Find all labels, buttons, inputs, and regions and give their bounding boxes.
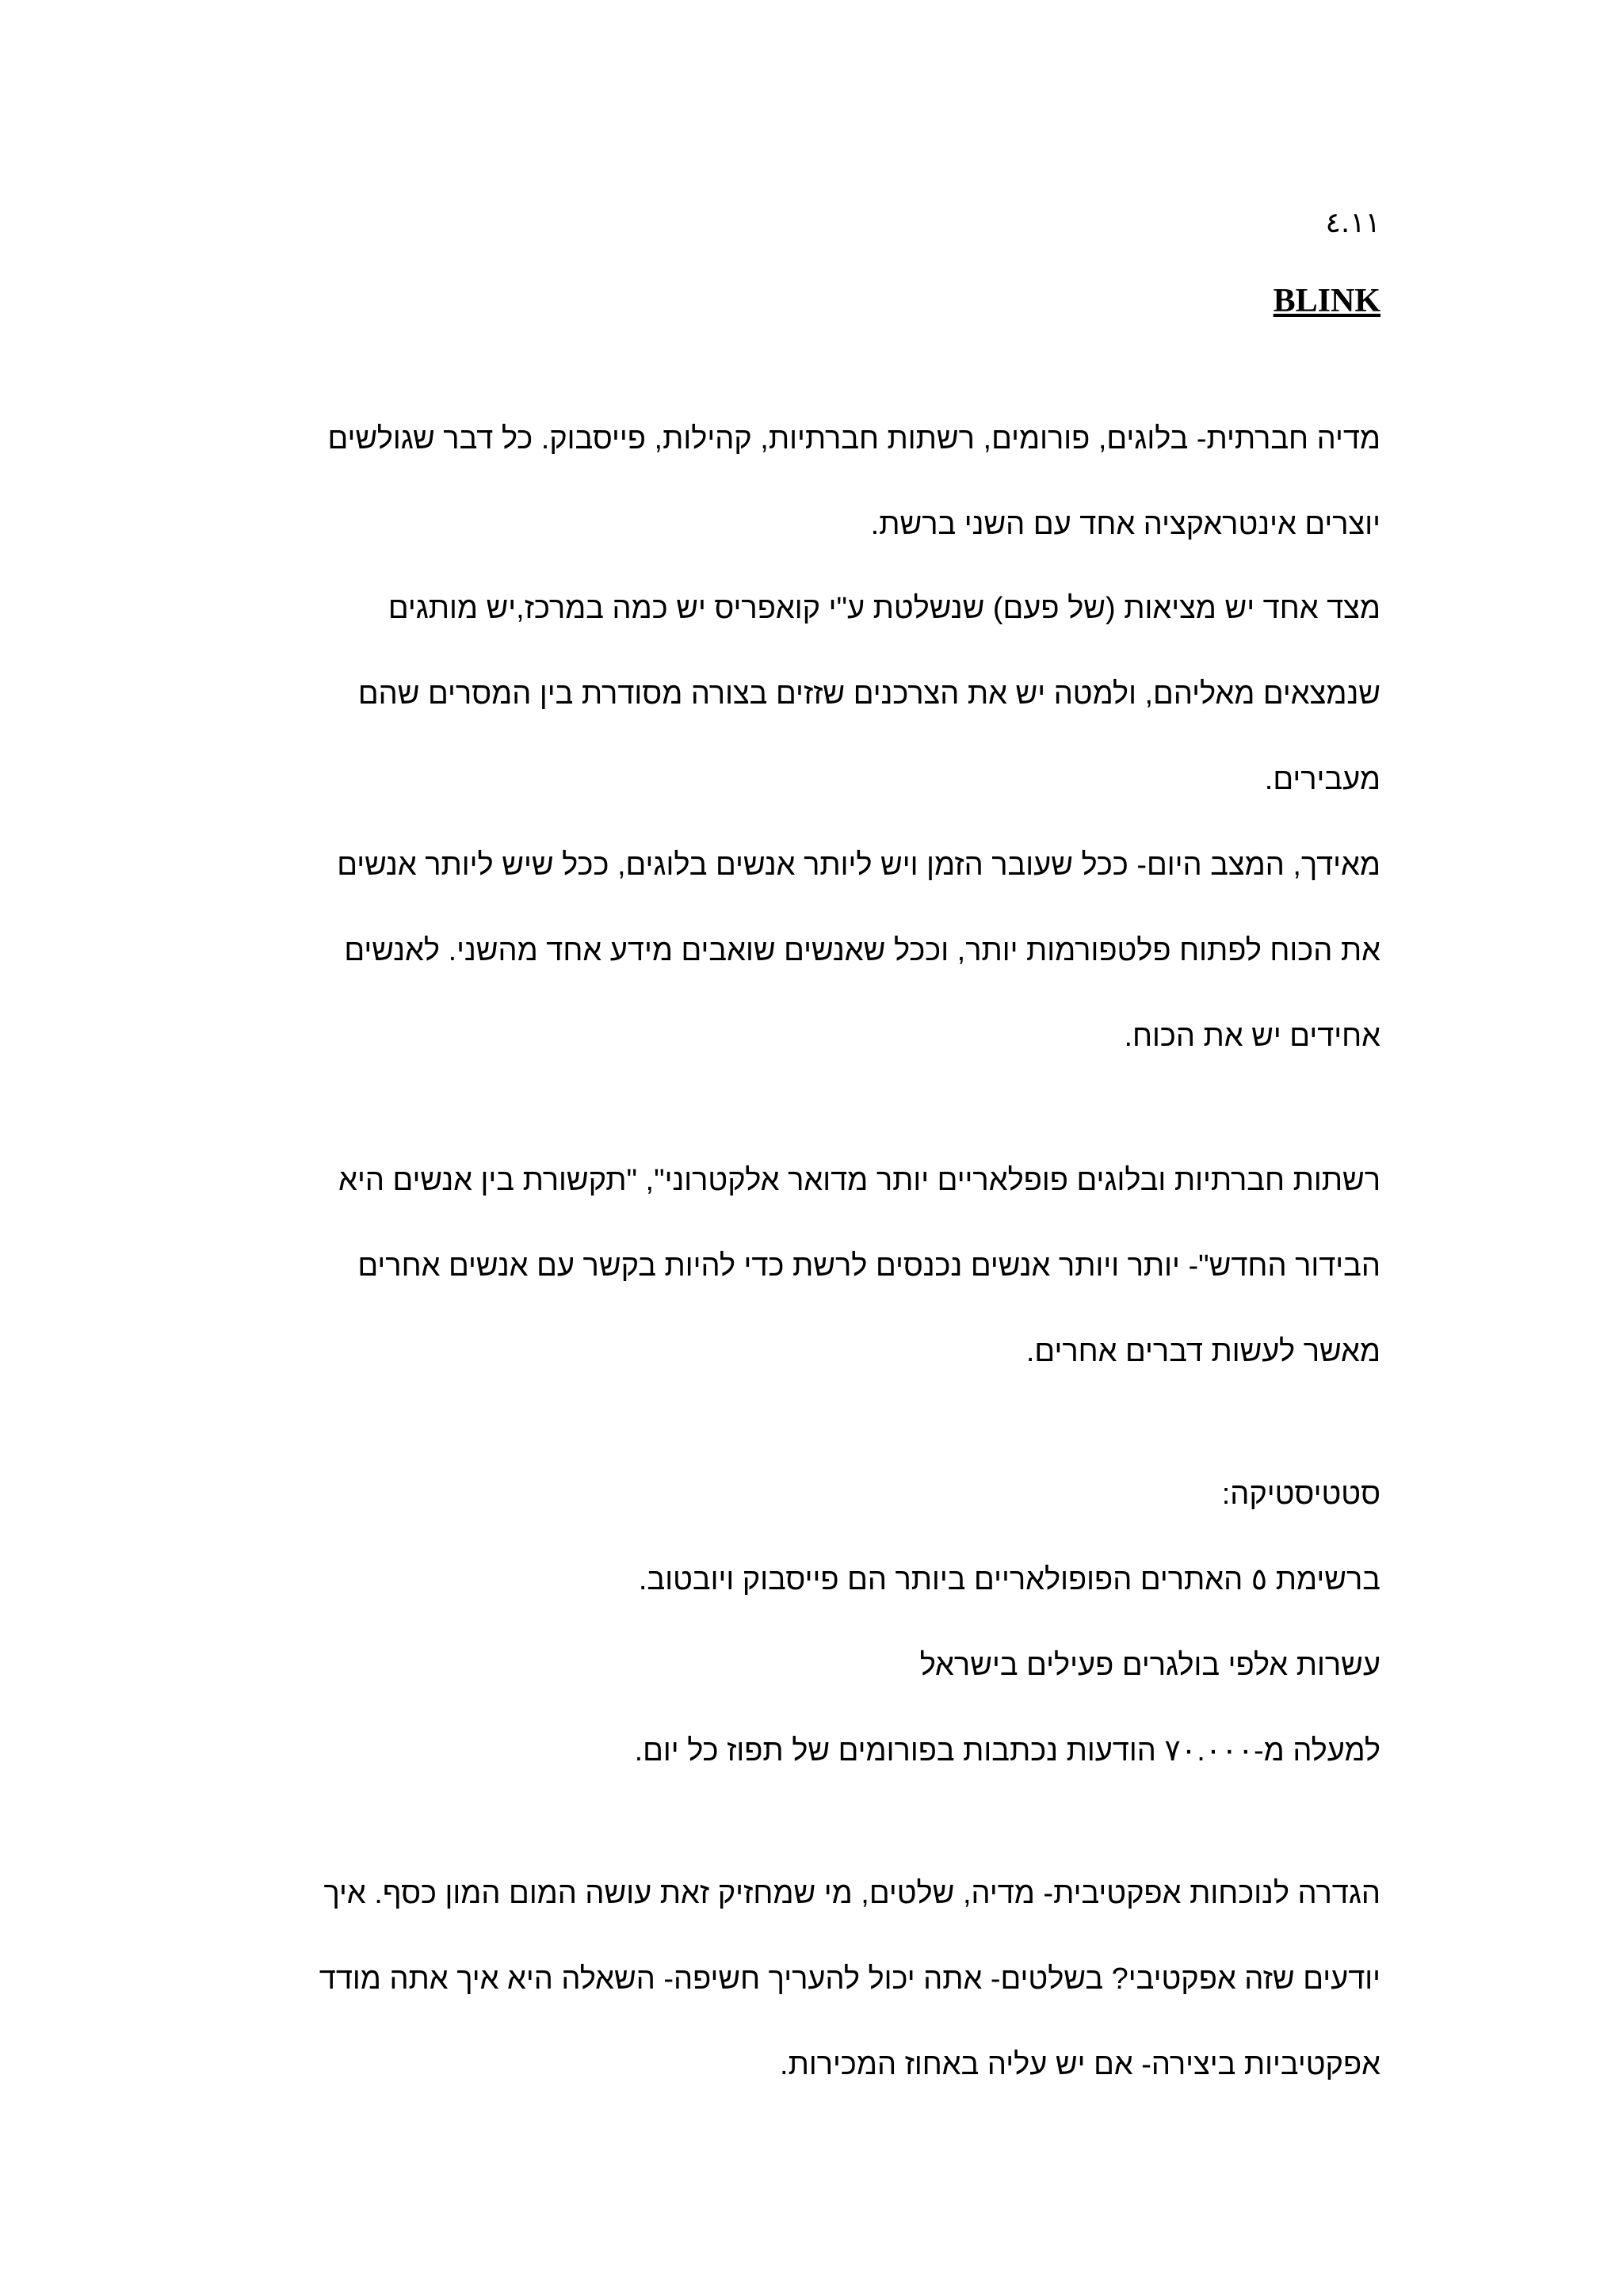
paragraph-line: מאידך, המצב היום- ככל שעובר הזמן ויש ליותר אנשים בלוגים, ככל שיש ליותר אנשים xyxy=(337,849,1381,882)
paragraph-line: מדיה חברתית- בלוגים, פורומים, רשתות חברתיות, קהילות, פייסבוק. כל דבר שגולשים xyxy=(327,422,1381,456)
paragraph-line: הבידור החדש"- יותר ויותר אנשים נכנסים לרשת כדי להיות בקשר עם אנשים אחרים xyxy=(357,1249,1381,1283)
paragraph-line: אפקטיביות ביצירה- אם יש עליה באחוז המכירות. xyxy=(780,2048,1381,2081)
paragraph-line: את הכוח לפתוח פלטפורמות יותר, וככל שאנשים שואבים מידע אחד מהשני. לאנשים xyxy=(344,934,1381,967)
paragraph-line: מאשר לעשות דברים אחרים. xyxy=(1025,1335,1381,1368)
paragraph-line: אחידים יש את הכוח. xyxy=(1124,1020,1381,1053)
paragraph-line: שנמצאים מאליהם, ולמטה יש את הצרכנים שזזים בצורה מסודרת בין המסרים שהם xyxy=(357,677,1381,711)
statistics-item: ברשימת ٥ האתרים הפופולאריים ביותר הם פייסבוק ויובטוב. xyxy=(638,1563,1381,1596)
paragraph-line: יודעים שזה אפקטיבי? בשלטים- אתה יכול להעריך חשיפה- השאלה היא איך אתה מודד xyxy=(319,1962,1381,1996)
paragraph-line: רשתות חברתיות ובלוגים פופלאריים יותר מדואר אלקטרוני", "תקשורת בין אנשים היא xyxy=(338,1164,1381,1197)
paragraph-line: מצד אחד יש מציאות (של פעם) שנשלטת ע"י קואפריס יש כמה במרכז,יש מותגים xyxy=(388,592,1381,625)
paragraph-line: מעבירים. xyxy=(1264,763,1381,796)
statistics-item: עשרות אלפי בולגרים פעילים בישראל xyxy=(919,1649,1381,1682)
paragraph-line: יוצרים אינטראקציה אחד עם השני ברשת. xyxy=(870,508,1381,541)
document-title: BLINK xyxy=(1273,283,1381,319)
paragraph-line: הגדרה לנוכחות אפקטיבית- מדיה, שלטים, מי שמחזיק זאת עושה המום המון כסף. איך xyxy=(323,1877,1381,1910)
statistics-heading: סטטיסטיקה: xyxy=(1221,1478,1381,1511)
section-number: ٤.١١ xyxy=(1325,207,1381,239)
statistics-item: למעלה מ-٧٠.٠٠٠ הודעות נכתבות בפורומים של תפוז כל יום. xyxy=(634,1734,1381,1768)
